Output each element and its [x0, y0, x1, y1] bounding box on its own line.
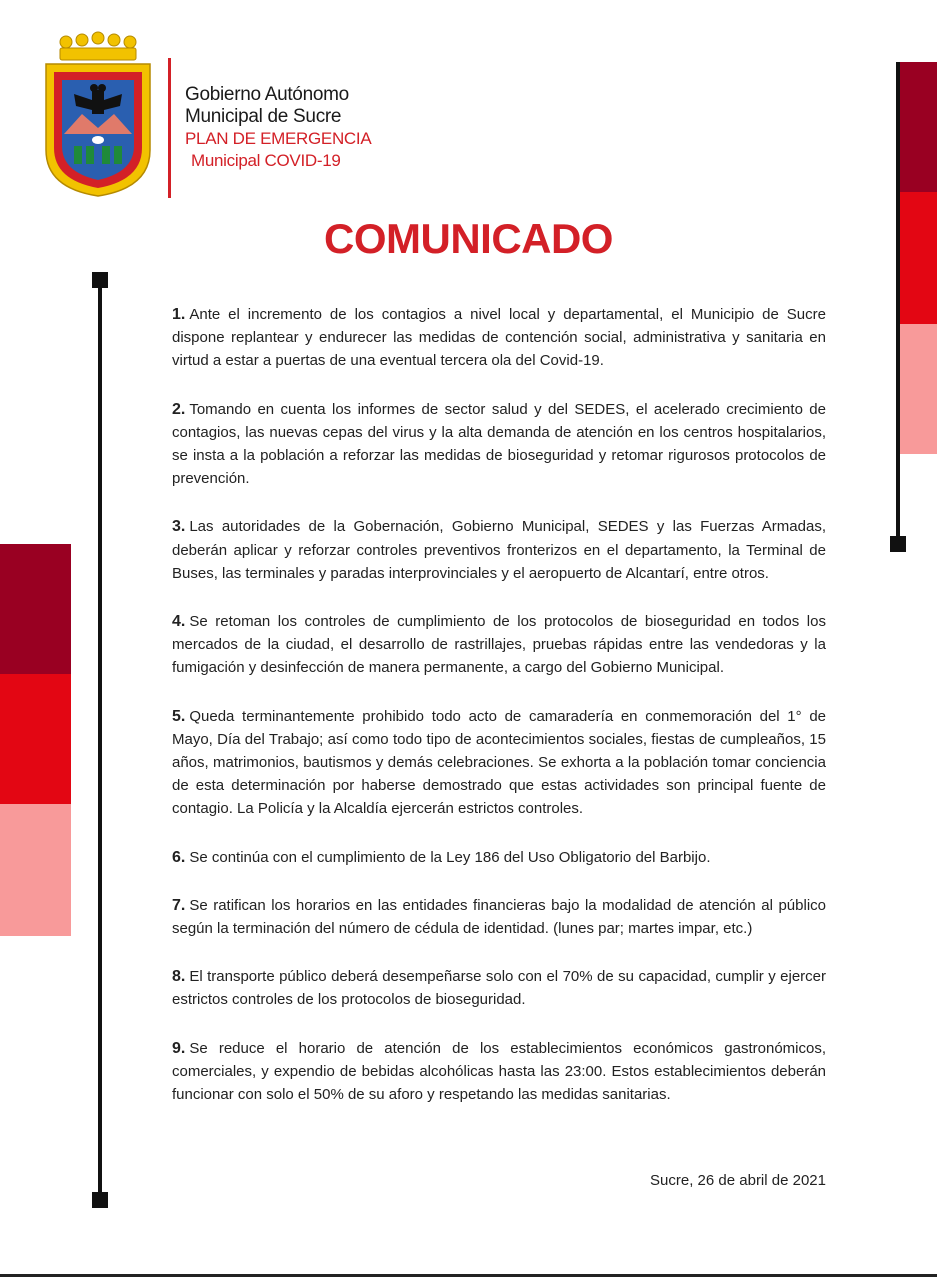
right-band-dark — [898, 62, 937, 192]
right-line-bottom-square — [890, 536, 906, 552]
paragraph-8 — [172, 965, 826, 1011]
plan-line2: Municipal COVID-19 — [191, 151, 341, 170]
paragraph-number: 9. — [172, 1039, 186, 1057]
paragraph-7 — [172, 894, 826, 940]
left-vertical-line — [98, 282, 102, 1200]
paragraph-3 — [172, 515, 826, 585]
org-name-line1: Gobierno Autónomo — [185, 84, 349, 105]
paragraph-4 — [172, 610, 826, 680]
org-name-line2: Municipal de Sucre — [185, 106, 342, 127]
paragraph-text: Tomando en cuenta los informes de sector salud y del SEDES, el acelerado crecimiento de contagios, las nuevas cepas del virus y la alta demanda de atención en los centros hospitalarios, se insta a la población a reforzar las medidas de bioseguridad y retomar rigurosos protocolos de prevención. — [172, 400, 826, 488]
paragraph-number: 1. — [172, 306, 186, 323]
paragraph-number: 5. — [172, 707, 186, 725]
paragraph-9 — [172, 1037, 826, 1107]
right-vertical-line — [896, 62, 900, 544]
title-text: COMUNICADO — [324, 215, 613, 262]
paragraph-number: 2. — [172, 400, 186, 418]
page-title — [0, 215, 937, 263]
bottom-rule — [0, 1274, 937, 1277]
coat-of-arms-logo — [38, 30, 158, 200]
paragraph-text: Las autoridades de la Gobernación, Gobierno Municipal, SEDES y las Fuerzas Armadas, deberán aplicar y reforzar controles preventivos fronterizos en el departamento, la Terminal de Buses, las terminales y paradas interprovinciales y el aeropuerto de Alcantarí, entre otros. — [172, 518, 826, 582]
left-line-bottom-square — [92, 1192, 108, 1208]
left-line-top-square — [92, 272, 108, 288]
left-band-dark — [0, 544, 71, 674]
paragraph-5 — [172, 705, 826, 821]
right-band-pink — [898, 324, 937, 454]
left-band-pink — [0, 804, 71, 936]
paragraph-2 — [172, 398, 826, 491]
paragraph-6 — [172, 846, 826, 869]
communique-body — [172, 303, 826, 1131]
paragraph-text: Ante el incremento de los contagios a nivel local y departamental, el Municipio de Sucre dispone replantear y endurecer las medidas de contención social, administrativa y sanitaria en virtud a estar a puertas de una eventual tercera ola del Covid-19. — [172, 306, 826, 370]
paragraph-number: 4. — [172, 613, 186, 631]
paragraph-1 — [172, 303, 826, 373]
paragraph-number: 8. — [172, 968, 186, 986]
paragraph-number: 7. — [172, 896, 186, 914]
paragraph-text: Se retoman los controles de cumplimiento de los protocolos de bioseguridad en todos los mercados de la ciudad, el desarrollo de rastrillajes, pruebas rápidas entre las vendedoras y la fumigación y desinfección de manera permanente, a cargo del Gobierno Municipal. — [172, 613, 826, 677]
paragraph-text: Queda terminantemente prohibido todo acto de camaradería en conmemoración del 1° de Mayo, Día del Trabajo; así como todo tipo de acontecimientos sociales, fiestas de cumpleaños, 15 años, matrimonios, bautismos y demás celebraciones. Se exhorta a la población tomar conciencia de esta determinación por haberse demostrado que estas actividades son principal fuente de contagio. La Policía y la Alcaldía ejercerán estrictos controles. — [172, 707, 826, 818]
paragraph-number: 6. — [172, 848, 186, 866]
paragraph-text: Se continúa con el cumplimiento de la Ley 186 del Uso Obligatorio del Barbijo. — [189, 848, 711, 866]
document-date: Sucre, 26 de abril de 2021 — [650, 1172, 826, 1189]
plan-line1: PLAN DE EMERGENCIA — [185, 129, 372, 148]
paragraph-text: Se reduce el horario de atención de los establecimientos económicos gastronómicos, comerciales, y expendio de bebidas alcohólicas hasta las 23:00. Estos establecimientos deberán funcionar con solo el 50% de su aforo y respetando las medidas sanitarias. — [172, 1039, 826, 1104]
organization-header — [185, 84, 371, 172]
paragraph-text: Se ratifican los horarios en las entidades financieras bajo la modalidad de atención al público según la terminación del número de cédula de identidad. (lunes par; martes impar, etc.) — [172, 896, 826, 938]
paragraph-text: El transporte público deberá desempeñarse solo con el 70% de su capacidad, cumplir y ejercer estrictos controles de los protocolos de bioseguridad. — [172, 968, 826, 1009]
header-divider — [168, 58, 171, 198]
paragraph-number: 3. — [172, 518, 186, 536]
left-band-red — [0, 674, 71, 804]
